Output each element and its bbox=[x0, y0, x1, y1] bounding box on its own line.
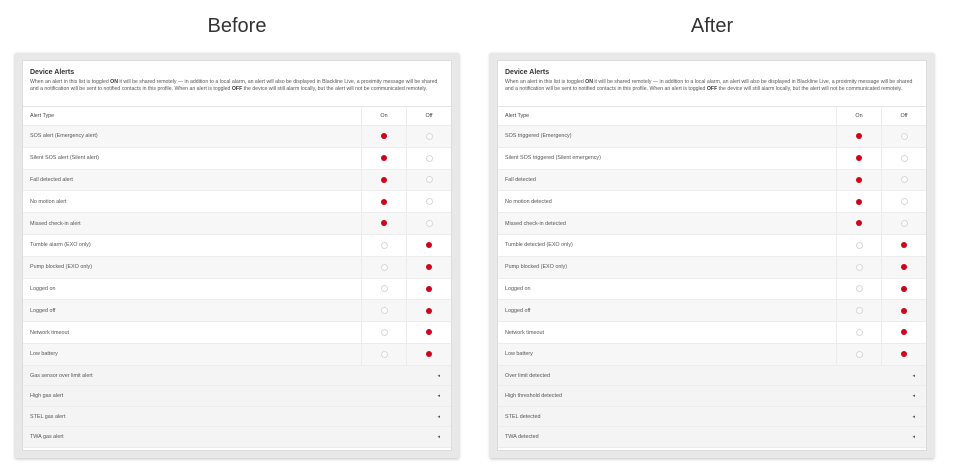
alert-type-label: No motion detected bbox=[498, 191, 837, 213]
collapsed-alert-group[interactable] bbox=[498, 406, 926, 427]
radio-on-unselected[interactable] bbox=[856, 329, 863, 336]
after-heading: After bbox=[690, 15, 734, 37]
alert-row bbox=[498, 278, 926, 300]
radio-on-selected[interactable] bbox=[856, 133, 862, 139]
alert-type-label: Tumble detected (EXO only) bbox=[498, 234, 837, 256]
collapsed-alert-label: TWA gas alert bbox=[30, 434, 64, 441]
alert-off-cell bbox=[407, 191, 452, 213]
alert-type-label: Low battery bbox=[498, 343, 837, 365]
radio-on-selected[interactable] bbox=[381, 155, 387, 161]
radio-off-unselected[interactable] bbox=[901, 133, 908, 140]
alert-on-cell bbox=[362, 322, 407, 344]
collapsed-alert-cell bbox=[23, 365, 451, 386]
alerts-table bbox=[23, 107, 451, 448]
alert-type-label: Silent SOS alert (Silent alert) bbox=[23, 147, 362, 169]
alert-row bbox=[498, 343, 926, 365]
radio-on-selected[interactable] bbox=[381, 177, 387, 183]
alert-row bbox=[498, 147, 926, 169]
alert-off-cell bbox=[407, 278, 452, 300]
alert-row bbox=[23, 278, 451, 300]
device-alerts-title: Device Alerts bbox=[505, 69, 550, 76]
radio-on-unselected[interactable] bbox=[381, 264, 388, 271]
alert-on-cell bbox=[837, 234, 882, 256]
alert-type-label: SOS alert (Emergency alert) bbox=[23, 126, 362, 148]
radio-on-unselected[interactable] bbox=[381, 307, 388, 314]
radio-on-unselected[interactable] bbox=[381, 351, 388, 358]
collapsed-alert-label: TWA detected bbox=[505, 434, 539, 441]
column-header-off: Off bbox=[407, 107, 452, 126]
alert-off-cell bbox=[407, 343, 452, 365]
radio-on-unselected[interactable] bbox=[856, 307, 863, 314]
radio-on-unselected[interactable] bbox=[381, 242, 388, 249]
radio-off-selected[interactable] bbox=[901, 351, 907, 357]
radio-on-selected[interactable] bbox=[381, 133, 387, 139]
radio-on-unselected[interactable] bbox=[381, 285, 388, 292]
alert-row bbox=[498, 300, 926, 322]
collapsed-alert-cell bbox=[498, 427, 926, 448]
alert-row bbox=[23, 300, 451, 322]
alert-row bbox=[498, 234, 926, 256]
alert-on-cell bbox=[362, 126, 407, 148]
device-alerts-header bbox=[23, 61, 451, 107]
alert-on-cell bbox=[837, 213, 882, 235]
alert-type-label: Logged on bbox=[23, 278, 362, 300]
collapsed-alert-group[interactable] bbox=[498, 365, 926, 386]
alert-type-label: Low battery bbox=[23, 343, 362, 365]
alert-type-label: Logged off bbox=[23, 300, 362, 322]
alert-on-cell bbox=[362, 147, 407, 169]
description-emphasis: OFF bbox=[231, 86, 243, 93]
alert-on-cell bbox=[362, 169, 407, 191]
device-alerts-card bbox=[22, 60, 452, 451]
alert-off-cell bbox=[882, 169, 927, 191]
alert-type-label: Network timeout bbox=[23, 322, 362, 344]
alert-off-cell bbox=[407, 147, 452, 169]
alert-on-cell bbox=[362, 191, 407, 213]
device-alerts-description bbox=[30, 79, 444, 93]
alert-off-cell bbox=[407, 169, 452, 191]
collapsed-alert-label: Gas sensor over limit alert bbox=[30, 372, 93, 379]
alert-row bbox=[498, 126, 926, 148]
radio-on-selected[interactable] bbox=[856, 155, 862, 161]
collapsed-alert-label: High threshold detected bbox=[505, 393, 562, 400]
alert-on-cell bbox=[837, 278, 882, 300]
before-heading: Before bbox=[207, 15, 267, 37]
alert-off-cell bbox=[407, 126, 452, 148]
alert-row bbox=[23, 234, 451, 256]
alert-off-cell bbox=[407, 322, 452, 344]
alert-row bbox=[498, 169, 926, 191]
radio-on-selected[interactable] bbox=[856, 199, 862, 205]
chevron-left-icon[interactable]: ◂ bbox=[912, 434, 915, 441]
collapsed-alert-group[interactable] bbox=[498, 427, 926, 448]
alert-off-cell bbox=[882, 278, 927, 300]
alert-row bbox=[23, 169, 451, 191]
alert-off-cell bbox=[407, 300, 452, 322]
alert-on-cell bbox=[362, 234, 407, 256]
radio-on-unselected[interactable] bbox=[856, 351, 863, 358]
alert-type-label: SOS triggered (Emergency) bbox=[498, 126, 837, 148]
collapsed-alert-group[interactable] bbox=[23, 365, 451, 386]
alert-type-label: Logged off bbox=[498, 300, 837, 322]
radio-off-unselected[interactable] bbox=[901, 198, 908, 205]
column-header-on: On bbox=[837, 107, 882, 126]
radio-off-selected[interactable] bbox=[426, 286, 432, 292]
alert-on-cell bbox=[837, 343, 882, 365]
alert-on-cell bbox=[837, 300, 882, 322]
radio-off-selected[interactable] bbox=[901, 308, 907, 314]
collapsed-alert-cell bbox=[498, 365, 926, 386]
alert-on-cell bbox=[837, 256, 882, 278]
alert-on-cell bbox=[362, 278, 407, 300]
collapsed-alert-cell bbox=[23, 406, 451, 427]
description-text: the device will still alarm locally, but the alert will not be communicated remotely. bbox=[242, 86, 428, 93]
device-alerts-header bbox=[498, 61, 926, 107]
alert-on-cell bbox=[837, 147, 882, 169]
radio-on-selected[interactable] bbox=[381, 220, 387, 226]
alert-row bbox=[498, 213, 926, 235]
alert-type-label: Logged on bbox=[498, 278, 837, 300]
collapsed-alert-cell bbox=[23, 427, 451, 448]
radio-off-unselected[interactable] bbox=[426, 155, 433, 162]
table-header-row bbox=[498, 107, 926, 126]
collapsed-alert-cell bbox=[498, 386, 926, 407]
alert-on-cell bbox=[362, 343, 407, 365]
alert-type-label: Silent SOS triggered (Silent emergency) bbox=[498, 147, 837, 169]
collapsed-alert-label: High gas alert bbox=[30, 393, 64, 400]
alert-on-cell bbox=[837, 322, 882, 344]
radio-off-unselected[interactable] bbox=[901, 220, 908, 227]
alert-row bbox=[23, 147, 451, 169]
chevron-left-icon[interactable]: ◂ bbox=[437, 393, 440, 400]
radio-off-selected[interactable] bbox=[426, 242, 432, 248]
description-text: the device will still alarm locally, but the alert will not be communicated remotely. bbox=[717, 86, 903, 93]
radio-off-selected[interactable] bbox=[426, 329, 432, 335]
radio-off-unselected[interactable] bbox=[901, 176, 908, 183]
device-alerts-description bbox=[505, 79, 919, 93]
alert-off-cell bbox=[882, 343, 927, 365]
collapsed-alert-group[interactable] bbox=[498, 386, 926, 407]
radio-off-selected[interactable] bbox=[901, 264, 907, 270]
alert-off-cell bbox=[407, 256, 452, 278]
chevron-left-icon[interactable]: ◂ bbox=[437, 413, 440, 420]
collapsed-alert-group[interactable] bbox=[23, 386, 451, 407]
alerts-table bbox=[498, 107, 926, 448]
alert-type-label: Missed check-in detected bbox=[498, 213, 837, 235]
collapsed-alert-label: Over limit detected bbox=[505, 372, 550, 379]
radio-off-unselected[interactable] bbox=[426, 220, 433, 227]
alert-row bbox=[23, 256, 451, 278]
alert-off-cell bbox=[882, 300, 927, 322]
alert-off-cell bbox=[882, 126, 927, 148]
alert-type-label: Pump blocked (EXO only) bbox=[23, 256, 362, 278]
collapsed-alert-label: STEL detected bbox=[505, 413, 541, 420]
table-header-row bbox=[23, 107, 451, 126]
alert-type-label: No motion alert bbox=[23, 191, 362, 213]
chevron-left-icon[interactable]: ◂ bbox=[437, 372, 440, 379]
before-panel bbox=[15, 53, 459, 458]
alert-type-label: Network timeout bbox=[498, 322, 837, 344]
collapsed-alert-label: STEL gas alert bbox=[30, 413, 66, 420]
alert-off-cell bbox=[882, 256, 927, 278]
alert-on-cell bbox=[837, 169, 882, 191]
description-text: it will be shared remotely — in addition to a local alarm, an alert will also be displayed in Blackline Live, a proximity message will be shared and a notification will be sent to notified contacts in this profile. When an alert is toggled bbox=[30, 79, 438, 93]
alert-off-cell bbox=[882, 147, 927, 169]
radio-on-selected[interactable] bbox=[856, 220, 862, 226]
radio-off-unselected[interactable] bbox=[426, 198, 433, 205]
device-alerts-card bbox=[497, 60, 927, 451]
alert-row bbox=[23, 213, 451, 235]
alert-off-cell bbox=[407, 234, 452, 256]
alert-row bbox=[498, 322, 926, 344]
alert-off-cell bbox=[882, 191, 927, 213]
device-alerts-title: Device Alerts bbox=[30, 69, 75, 76]
radio-off-selected[interactable] bbox=[426, 264, 432, 270]
radio-on-unselected[interactable] bbox=[856, 264, 863, 271]
after-panel bbox=[490, 53, 934, 458]
radio-off-selected[interactable] bbox=[901, 286, 907, 292]
radio-off-selected[interactable] bbox=[901, 329, 907, 335]
alert-type-label: Fall detected alert bbox=[23, 169, 362, 191]
alert-type-label: Pump blocked (EXO only) bbox=[498, 256, 837, 278]
column-header-on: On bbox=[362, 107, 407, 126]
alert-row bbox=[23, 191, 451, 213]
radio-off-selected[interactable] bbox=[426, 308, 432, 314]
alert-row bbox=[23, 126, 451, 148]
radio-off-unselected[interactable] bbox=[426, 176, 433, 183]
radio-on-unselected[interactable] bbox=[856, 242, 863, 249]
alert-off-cell bbox=[882, 322, 927, 344]
radio-off-unselected[interactable] bbox=[901, 155, 908, 162]
alert-row bbox=[498, 191, 926, 213]
radio-on-unselected[interactable] bbox=[856, 285, 863, 292]
alert-off-cell bbox=[882, 213, 927, 235]
radio-off-unselected[interactable] bbox=[426, 133, 433, 140]
collapsed-alert-cell bbox=[498, 406, 926, 427]
description-emphasis: ON bbox=[110, 79, 118, 85]
chevron-left-icon[interactable]: ◂ bbox=[912, 413, 915, 420]
alert-on-cell bbox=[837, 191, 882, 213]
alert-on-cell bbox=[837, 126, 882, 148]
alert-off-cell bbox=[882, 234, 927, 256]
alert-row bbox=[23, 322, 451, 344]
chevron-left-icon[interactable]: ◂ bbox=[437, 434, 440, 441]
column-header-alert-type: Alert Type bbox=[498, 107, 837, 126]
column-header-off: Off bbox=[882, 107, 927, 126]
alert-type-label: Missed check-in alert bbox=[23, 213, 362, 235]
alert-on-cell bbox=[362, 256, 407, 278]
collapsed-alert-group[interactable] bbox=[23, 406, 451, 427]
collapsed-alert-group[interactable] bbox=[23, 427, 451, 448]
alert-type-label: Tumble alarm (EXO only) bbox=[23, 234, 362, 256]
radio-on-selected[interactable] bbox=[856, 177, 862, 183]
description-emphasis: OFF bbox=[706, 86, 718, 93]
collapsed-alert-cell bbox=[23, 386, 451, 407]
alert-type-label: Fall detected bbox=[498, 169, 837, 191]
column-header-alert-type: Alert Type bbox=[23, 107, 362, 126]
chevron-left-icon[interactable]: ◂ bbox=[912, 393, 915, 400]
description-text: When an alert in this list is toggled bbox=[505, 79, 586, 85]
radio-off-selected[interactable] bbox=[426, 351, 432, 357]
alert-off-cell bbox=[407, 213, 452, 235]
alert-on-cell bbox=[362, 300, 407, 322]
radio-on-unselected[interactable] bbox=[381, 329, 388, 336]
alert-on-cell bbox=[362, 213, 407, 235]
description-text: When an alert in this list is toggled bbox=[30, 79, 111, 85]
alert-row bbox=[23, 343, 451, 365]
description-text: it will be shared remotely — in addition to a local alarm, an alert will also be displayed in Blackline Live, a proximity message will be shared and a notification will be sent to notified contacts in this profile. When an alert is toggled bbox=[505, 79, 913, 93]
radio-off-selected[interactable] bbox=[901, 242, 907, 248]
chevron-left-icon[interactable]: ◂ bbox=[912, 372, 915, 379]
radio-on-selected[interactable] bbox=[381, 199, 387, 205]
alert-row bbox=[498, 256, 926, 278]
description-emphasis: ON bbox=[585, 79, 593, 85]
